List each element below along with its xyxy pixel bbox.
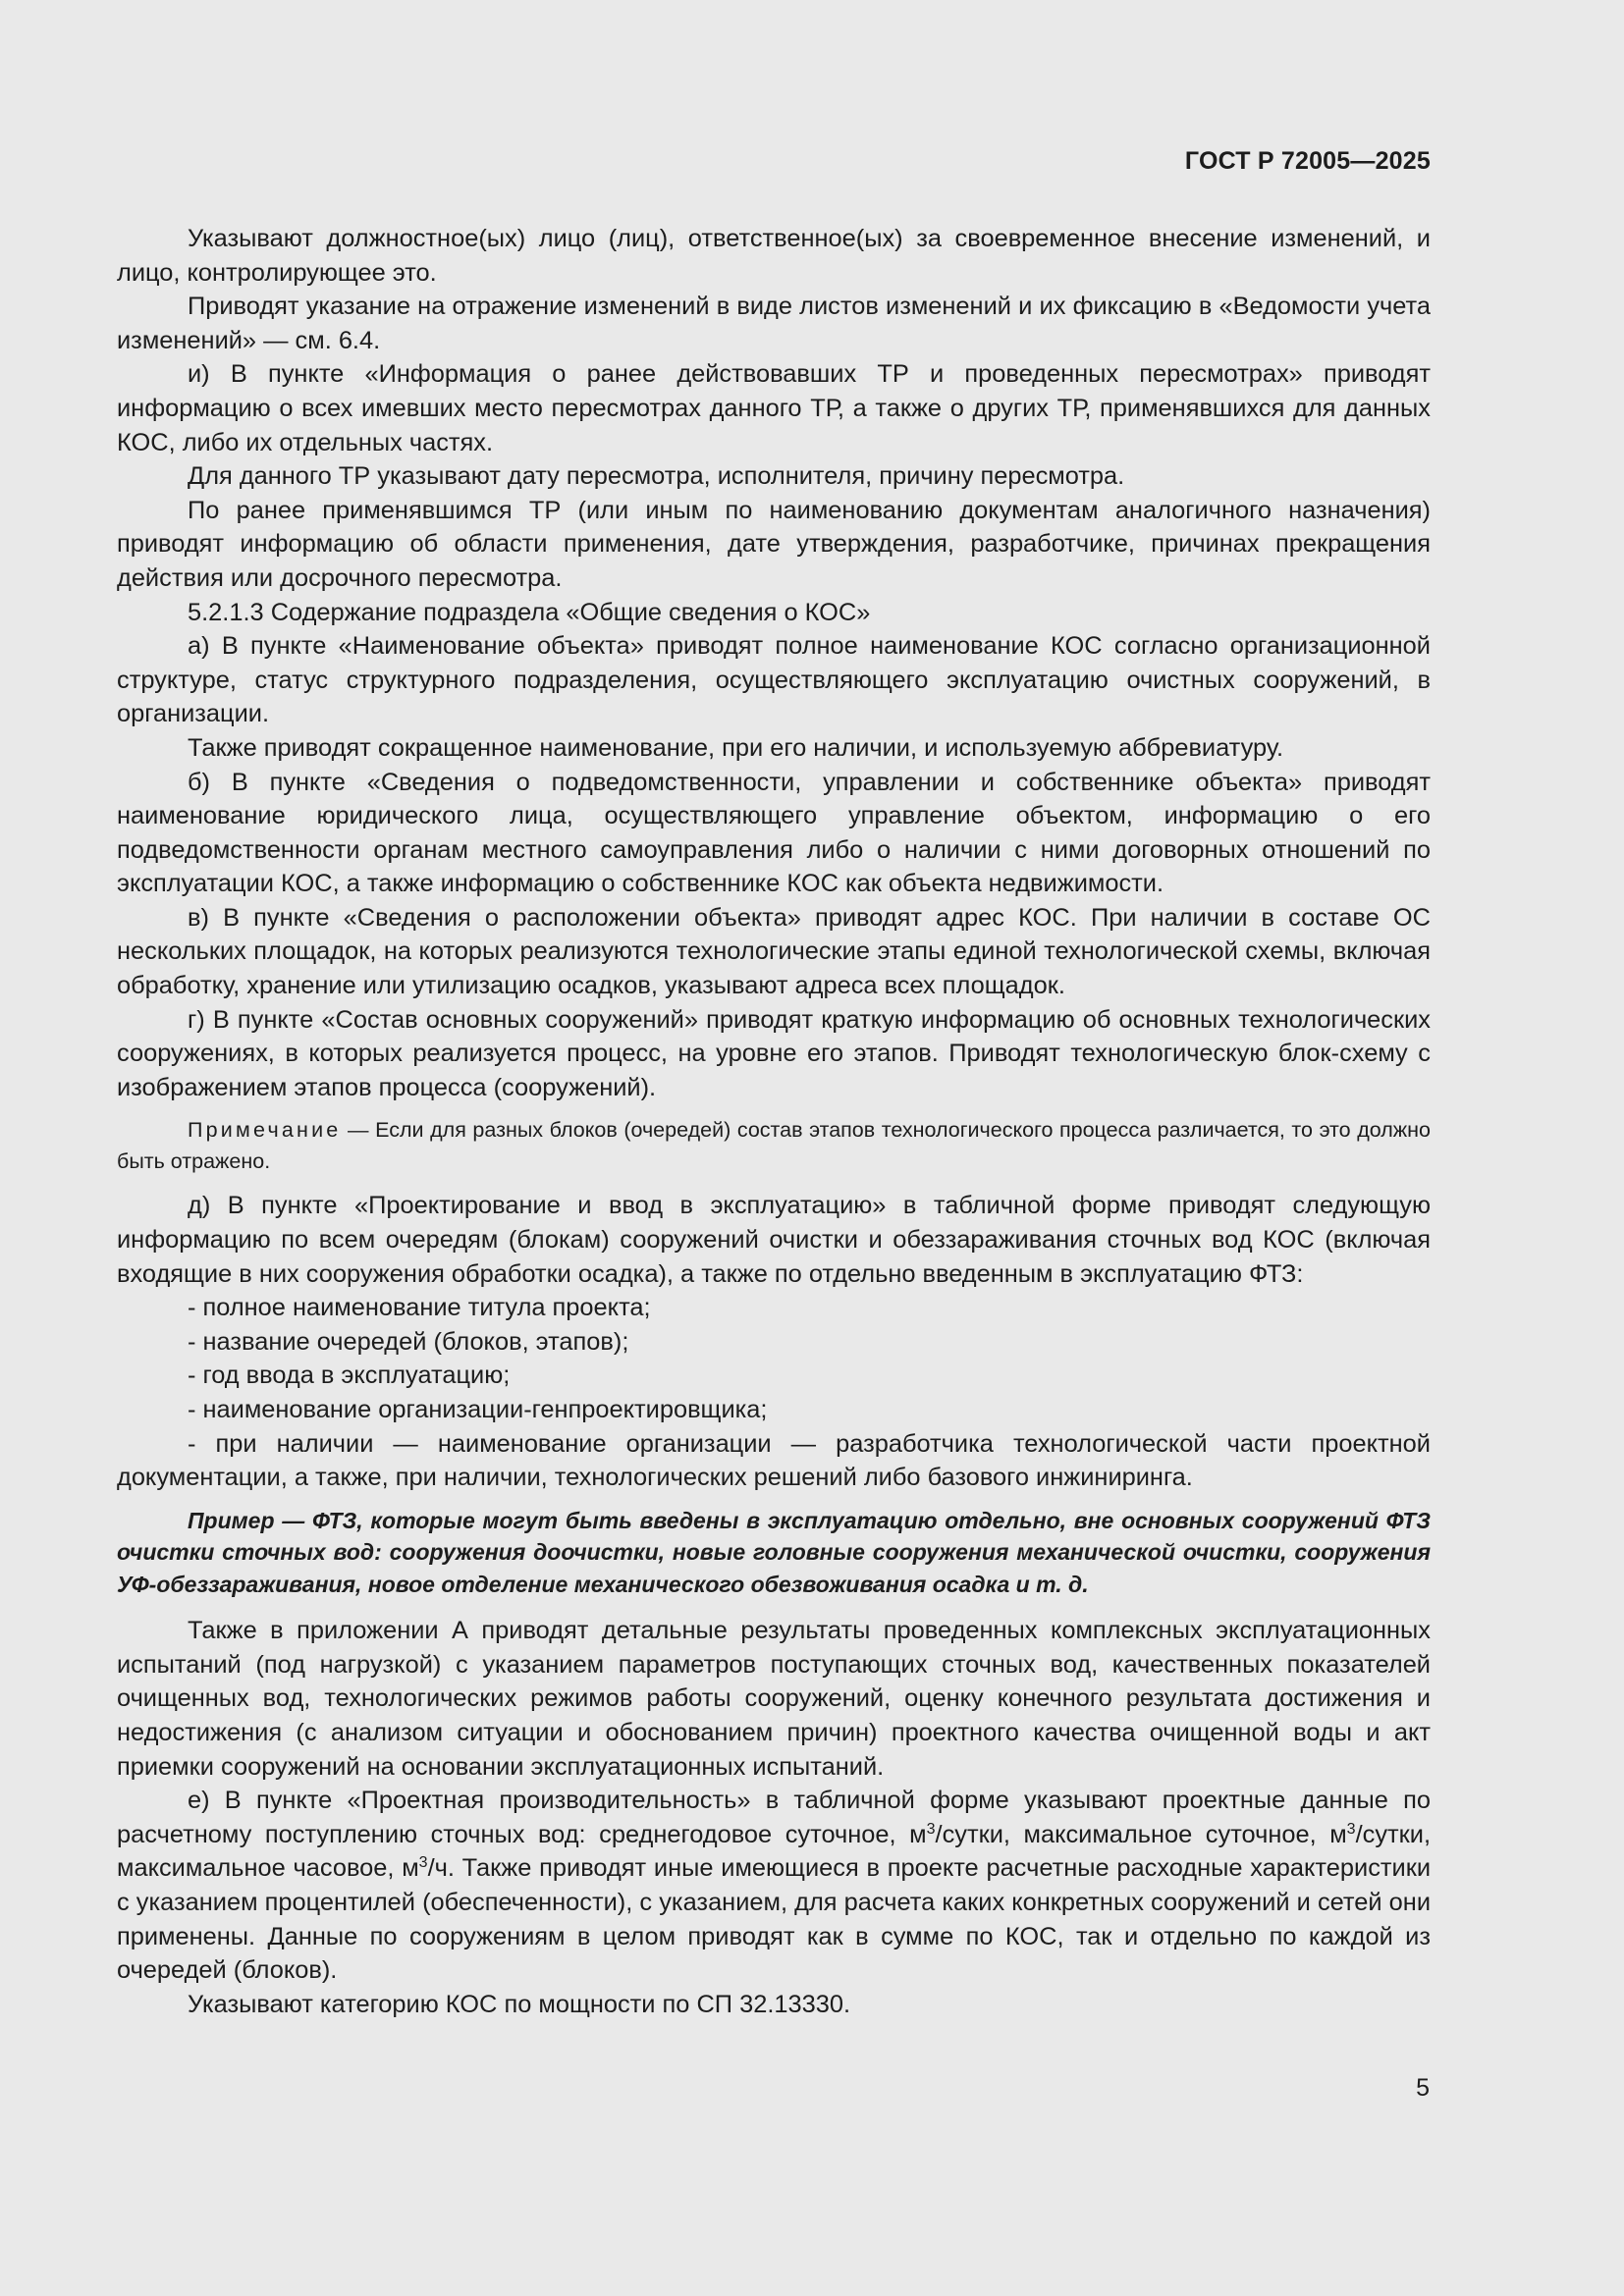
- subsection-heading: 5.2.1.3 Содержание подраздела «Общие сведения о КОС»: [188, 598, 871, 626]
- list-item: - наименование организации-генпроектировщика;: [188, 1396, 768, 1423]
- paragraph: в) В пункте «Сведения о расположении объекта» приводят адрес КОС. При наличии в составе ОС нескольких площадок, на которых реализуются технологические этапы единой технологической схемы, включая обработку, хранение или утилизацию осадков, указывают адреса всех площадок.: [117, 903, 1431, 1000]
- list-item: - полное наименование титула проекта;: [188, 1294, 651, 1322]
- page-number: 5: [1416, 2074, 1430, 2102]
- list-item: - год ввода в эксплуатацию;: [188, 1362, 511, 1390]
- note: [117, 1114, 1431, 1177]
- paragraph: б) В пункте «Сведения о подведомственности, управлении и собственнике объекта» приводят наименование юридического лица, осуществляющего управление объектом, информацию о его подведомственности органам местного самоуправления либо о наличии с ними договорных отношений по эксплуатации КОС, а также информацию о собственнике КОС как объекта недвижимости.: [117, 768, 1431, 898]
- paragraph: а) В пункте «Наименование объекта» приводят полное наименование КОС согласно организационной структуре, статус структурного подразделения, осуществляющего эксплуатацию очистных сооружений, в организации.: [117, 632, 1431, 728]
- list-item: - при наличии — наименование организации — разработчика технологической части проектной документации, а также, при наличии, технологических решений либо базового инжиниринга.: [117, 1429, 1431, 1492]
- page-body: [117, 222, 1431, 2021]
- note-label: Примечание: [188, 1118, 342, 1143]
- paragraph: Также приводят сокращенное наименование, при его наличии, и используемую аббревиатуру.: [188, 733, 1284, 762]
- superscript: 3: [1346, 1820, 1356, 1838]
- document-id-header: ГОСТ Р 72005—2025: [1184, 147, 1431, 175]
- text-run: /сутки, максимальное суточное, м: [935, 1820, 1347, 1848]
- paragraph: Приводят указание на отражение изменений в виде листов изменений и их фиксацию в «Ведомости учета изменений» — см. 6.4.: [117, 293, 1431, 354]
- text-run: /ч. Также приводят иные имеющиеся в проекте расчетные расходные характеристики с указанием процентилей (обеспеченности), с указанием, для расчета каких конкретных сооружений и сетей они применены. Данные по сооружениям в целом приводят как в сумме по КОС, так и отдельно по каждой из очередей (блоков).: [117, 1854, 1431, 1985]
- paragraph: Также в приложении А приводят детальные результаты проведенных комплексных эксплуатационных испытаний (под нагрузкой) с указанием параметров поступающих сточных вод, качественных показателей очищенных вод, технологических режимов работы сооружений, оценку конечного результата достижения и недостижения (с анализом ситуации и обоснованием причин) проектного качества очищенной воды и акт приемки сооружений на основании эксплуатационных испытаний.: [117, 1617, 1431, 1781]
- paragraph: По ранее применявшимся ТР (или иным по наименованию документам аналогичного назначения) приводят информацию об области применения, дате утверждения, разработчике, причинах прекращения действия или досрочного пересмотра.: [117, 496, 1431, 592]
- paragraph: г) В пункте «Состав основных сооружений» приводят краткую информацию об основных технологических сооружениях, в которых реализуется процесс, на уровне его этапов. Приводят технологическую блок-схему с изображением этапов процесса (сооружений).: [117, 1005, 1431, 1101]
- example-block: Пример — ФТЗ, которые могут быть введены в эксплуатацию отдельно, вне основных сооружений ФТЗ очистки сточных вод: сооружения доочистки, новые головные сооружения механической очистки, сооружения УФ-обеззараживания, новое отделение механического обезвоживания осадка и т. д.: [117, 1507, 1431, 1597]
- paragraph: [117, 1784, 1431, 1988]
- paragraph: д) В пункте «Проектирование и ввод в эксплуатацию» в табличной форме приводят следующую информацию по всем очередям (блокам) сооружений очистки и обеззараживания сточных вод КОС (включая входящие в них сооружения обработки осадка), а также по отдельно введенным в эксплуатацию ФТЗ:: [117, 1192, 1431, 1288]
- paragraph: и) В пункте «Информация о ранее действовавших ТР и проведенных пересмотрах» приводят информацию о всех имевших место пересмотрах данного ТР, а также о других ТР, применявшихся для данных КОС, либо их отдельных частях.: [117, 360, 1431, 456]
- paragraph: Для данного ТР указывают дату пересмотра, исполнителя, причину пересмотра.: [188, 462, 1125, 491]
- list-item: - название очередей (блоков, этапов);: [188, 1327, 629, 1356]
- text-run: е) В пункте «Проектная производительность» в табличной форме указывают проектные данные по расчетному поступлению сточных вод: среднегодовое суточное, м: [117, 1787, 1431, 1848]
- note-text: — Если для разных блоков (очередей) состав этапов технологического процесса различается, то это должно быть отражено.: [117, 1118, 1431, 1174]
- paragraph: Указывают категорию КОС по мощности по СП 32.13330.: [188, 1990, 851, 2018]
- superscript: 3: [926, 1820, 936, 1838]
- text-run: /сутки, максимальное часовое, м: [117, 1820, 1431, 1883]
- superscript: 3: [418, 1854, 428, 1872]
- paragraph: Указывают должностное(ых) лицо (лиц), ответственное(ых) за своевременное внесение изменений, и лицо, контролирующее это.: [117, 225, 1431, 287]
